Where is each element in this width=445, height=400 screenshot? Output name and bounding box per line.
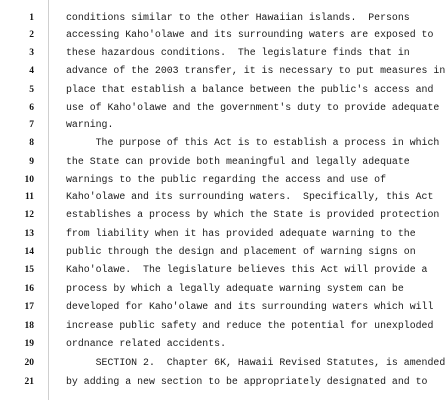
- line-number: 6: [29, 103, 34, 113]
- document-line: [0, 82, 434, 98]
- line-text: public through the design and placement of warning signs on: [66, 246, 416, 257]
- document-line: [0, 262, 428, 278]
- document-line: [0, 135, 440, 151]
- document-line: [0, 100, 440, 116]
- line-text: Kaho'olawe and its surrounding waters. Specifically, this Act: [66, 191, 434, 202]
- line-number: 13: [24, 229, 34, 239]
- line-number: 19: [24, 339, 34, 349]
- line-number: 18: [24, 321, 34, 331]
- line-text: warning.: [66, 119, 114, 130]
- document-line: [0, 189, 434, 205]
- line-text: accessing Kaho'olawe and its surrounding waters are exposed to: [66, 29, 434, 40]
- line-number: 15: [24, 265, 34, 275]
- line-number: 7: [29, 120, 34, 130]
- line-text: The purpose of this Act is to establish a process in which: [66, 137, 440, 148]
- document-line: [0, 374, 428, 390]
- line-number: 3: [29, 48, 34, 58]
- line-number: 9: [29, 157, 34, 167]
- document-line: [0, 226, 416, 242]
- line-number: 11: [25, 192, 34, 202]
- line-text: these hazardous conditions. The legislature finds that in: [66, 47, 410, 58]
- line-text: use of Kaho'olawe and the government's duty to provide adequate: [66, 102, 440, 113]
- line-number: 8: [29, 138, 34, 148]
- line-text: advance of the 2003 transfer, it is necessary to put measures in: [66, 65, 445, 76]
- line-number: 5: [29, 85, 34, 95]
- line-text: from liability when it has provided adequate warning to the: [66, 228, 416, 239]
- line-number: 21: [24, 377, 34, 387]
- line-text: place that establish a balance between the public's access and: [66, 84, 434, 95]
- document-line: [0, 318, 434, 334]
- line-text: SECTION 2. Chapter 6K, Hawaii Revised Statutes, is amended: [66, 357, 445, 368]
- line-number: 2: [29, 30, 34, 40]
- document-line: [0, 27, 434, 43]
- line-text: conditions similar to the other Hawaiian islands. Persons: [66, 12, 410, 23]
- document-line: [0, 281, 404, 297]
- line-number: 17: [24, 302, 34, 312]
- document-line: [0, 244, 416, 260]
- document-line: [0, 10, 410, 26]
- line-text: developed for Kaho'olawe and its surrounding waters which will: [66, 301, 434, 312]
- line-text: Kaho'olawe. The legislature believes this Act will provide a: [66, 264, 428, 275]
- line-text: process by which a legally adequate warning system can be: [66, 283, 404, 294]
- line-text: warnings to the public regarding the access and use of: [66, 174, 387, 185]
- line-number: 4: [29, 66, 34, 76]
- document-line: [0, 154, 410, 170]
- document-line: [0, 45, 410, 61]
- document-line: [0, 355, 445, 371]
- line-number: 1: [29, 13, 34, 23]
- document-line: [0, 172, 400, 188]
- document-line: [0, 63, 445, 79]
- line-text: the State can provide both meaningful and legally adequate: [66, 156, 410, 167]
- line-number: 20: [24, 358, 34, 368]
- line-number: 16: [24, 284, 34, 294]
- document-line: [0, 299, 434, 315]
- line-number: 12: [24, 210, 34, 220]
- line-text: by adding a new section to be appropriately designated and to: [66, 376, 428, 387]
- line-number: 14: [24, 247, 34, 257]
- line-number: 10: [24, 175, 34, 185]
- document-line: [0, 336, 400, 352]
- line-text: increase public safety and reduce the potential for unexploded: [66, 320, 434, 331]
- line-text: establishes a process by which the State is provided protection: [66, 209, 440, 220]
- document-line: [0, 117, 400, 133]
- line-text: ordnance related accidents.: [66, 338, 227, 349]
- document-line: [0, 207, 440, 223]
